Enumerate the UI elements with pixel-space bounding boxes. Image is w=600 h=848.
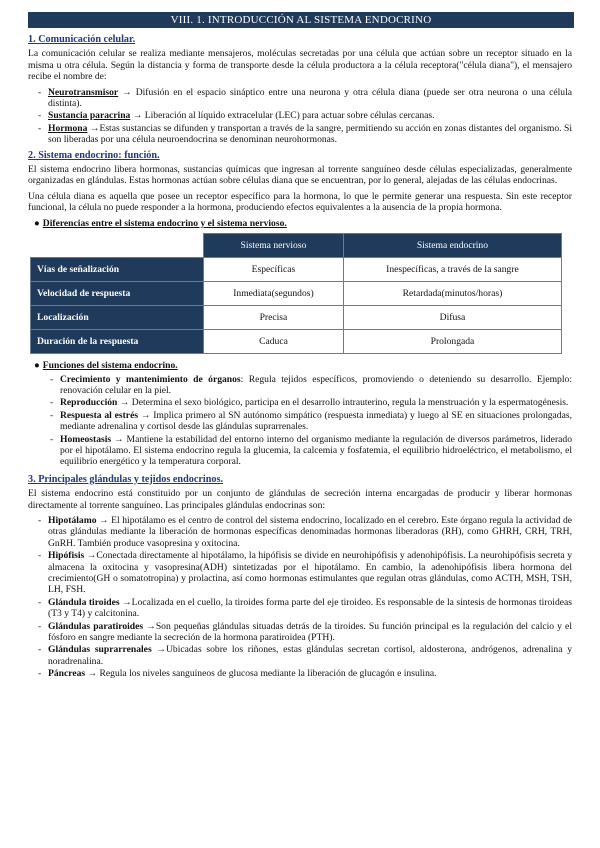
table-header-row bbox=[31, 234, 562, 258]
list-item bbox=[50, 434, 572, 468]
functions-title-text: Funciones del sistema endocrino. bbox=[42, 360, 178, 372]
list-item bbox=[38, 644, 572, 667]
messenger-list bbox=[28, 87, 572, 146]
list-item bbox=[38, 668, 572, 679]
item-text: → Implica primero al SN autónomo simpático (respuesta inmediata) y luego al SE en situaciones prolongadas, mediante adrenalina y cortisol desde las glándulas suprarrenales. bbox=[60, 409, 572, 433]
list-item bbox=[38, 597, 572, 620]
item-text: → Determina el sexo biológico, participa en el desarrollo intrauterino, regula la menstruación y la espermatogénesis. bbox=[117, 397, 569, 409]
table-cell: Inmediata(segundos) bbox=[204, 282, 344, 306]
item-text: → El hipotálamo es el centro de control del sistema endocrino, localizado en el cerebro. Este órgano regula la actividad de otras glándulas mediante la liberación de hormonas específicas denominadas hormonas liberadoras (RH), como GHRH, CRH, TRH, GnRH. También produce vasopresina y oxitocina. bbox=[48, 514, 572, 549]
row-header: Localización bbox=[31, 306, 204, 330]
function-term: Crecimiento y mantenimiento de órganos bbox=[60, 373, 241, 385]
bullet-icon: ● bbox=[34, 360, 40, 372]
gland-term: Glándula tiroides bbox=[48, 596, 120, 608]
differences-title-text: Diferencias entre el sistema endocrino y el sistema nervioso. bbox=[42, 217, 287, 229]
table-row bbox=[31, 330, 562, 354]
gland-term: Páncreas bbox=[48, 668, 86, 680]
row-header: Duración de la respuesta bbox=[31, 330, 204, 354]
table-row bbox=[31, 258, 562, 282]
bullet-icon: ● bbox=[34, 217, 40, 229]
item-text: →Localizada en el cuello, la tiroides forma parte del eje tiroideo. Es responsable de la síntesis de hormonas tiroideas (T3 y T4) y calcitonina. bbox=[48, 596, 572, 620]
table-row bbox=[31, 282, 562, 306]
section-1-heading: 1. Comunicación celular. bbox=[28, 34, 136, 45]
table-cell: Prolongada bbox=[343, 330, 561, 354]
document-body bbox=[28, 34, 572, 684]
term-hormona: Hormona bbox=[48, 122, 88, 134]
gland-term: Hipotálamo bbox=[48, 514, 97, 526]
list-item bbox=[50, 410, 572, 433]
gland-term: Glándulas suprarrenales bbox=[48, 644, 152, 656]
column-header-endocrino: Sistema endocrino bbox=[343, 234, 561, 258]
functions-list bbox=[28, 374, 572, 468]
differences-title bbox=[34, 218, 572, 229]
section-2-paragraph-1: El sistema endocrino libera hormonas, sustancias químicas que ingresan al torrente sanguíneo desde células especializadas, generalmente organizadas en glándulas. Estas hormonas actúan sobre células diana que se encuentran, por lo general, alejadas de las células endocrinas. bbox=[28, 164, 572, 187]
table-cell: Precisa bbox=[204, 306, 344, 330]
list-item bbox=[38, 515, 572, 549]
functions-title bbox=[34, 360, 572, 371]
table-row bbox=[31, 306, 562, 330]
table-cell: Difusa bbox=[343, 306, 561, 330]
list-item bbox=[38, 550, 572, 596]
section-3-heading: 3. Principales glándulas y tejidos endocrinos. bbox=[28, 473, 223, 485]
list-item bbox=[38, 110, 572, 121]
item-text: →Ubicadas sobre los riñones, estas glándulas secretan cortisol, aldosterona, andrógenos, adrenalina y noradrenalina. bbox=[48, 644, 572, 667]
row-header: Vías de señalización bbox=[31, 258, 204, 282]
table-cell: Caduca bbox=[204, 330, 344, 354]
item-text: →Estas sustancias se difunden y transportan a través de la sangre, permitiendo su acción en zonas distantes del organismo. Si son liberadas por una célula neuroendocrina se denominan neurohormonas. bbox=[48, 122, 572, 146]
item-text: → Difusión en el espacio sináptico entre una neurona y otra célula diana (puede ser otra neurona o una célula distinta). bbox=[48, 86, 572, 110]
list-item bbox=[38, 87, 572, 110]
table-cell: Retardada(minutos/horas) bbox=[343, 282, 561, 306]
section-1-intro: La comunicación celular se realiza mediante mensajeros, moléculas secretadas por una célula que actúan sobre un receptor situado en la misma u otra célula. Según la distancia y forma de transporte desde la célula productora a la célula receptora("célula diana"), el mensajero recibe el nombre de: bbox=[28, 48, 572, 83]
table-cell: Específicas bbox=[204, 258, 344, 282]
list-item bbox=[50, 374, 572, 397]
item-text: : Regula tejidos específicos, promoviendo o deteniendo su desarrollo. Ejemplo: renovación celular en la piel. bbox=[60, 373, 572, 396]
section-2-paragraph-2: Una célula diana es aquella que posee un receptor específico para la hormona, lo que le permite generar una respuesta. Sin este receptor funcional, la célula no puede responder a la hormona, produciendo efectos equivalentes a la ausencia de la propia hormona. bbox=[28, 190, 572, 214]
comparison-table bbox=[30, 233, 562, 354]
glands-list bbox=[28, 515, 572, 680]
item-text: →Son pequeñas glándulas situadas detrás de la tiroides. Su función principal es la regulación del calcio y el fósforo en sangre mediante la secreción de la hormona paratiroidea (PTH). bbox=[48, 620, 572, 644]
item-text: → Regula los niveles sanguíneos de glucosa mediante la liberación de glucagón e insulina. bbox=[85, 668, 437, 680]
table-cell: Inespecíficas, a través de la sangre bbox=[343, 258, 561, 282]
term-neurotransmisor: Neurotransmisor bbox=[48, 86, 119, 98]
gland-term: Glándulas paratiroides bbox=[48, 620, 144, 632]
section-3-intro: El sistema endocrino está constituido por un conjunto de glándulas de secreción interna encargadas de producir y liberar hormonas directamente al torrente sanguíneo. Las principales glándulas endocrinas son: bbox=[28, 488, 572, 511]
list-item bbox=[50, 397, 572, 408]
page-title: VIII. 1. INTRODUCCIÓN AL SISTEMA ENDOCRINO bbox=[28, 12, 574, 28]
gland-term: Hipófisis bbox=[48, 550, 85, 562]
section-2-heading: 2. Sistema endocrino: función. bbox=[28, 149, 160, 161]
column-header-nervioso: Sistema nervioso bbox=[204, 234, 344, 258]
function-term: Homeostasis bbox=[60, 433, 112, 445]
row-header: Velocidad de respuesta bbox=[31, 282, 204, 306]
item-text: → Mantiene la estabilidad del entorno interno del organismo mediante la regulación de diversos parámetros, liderado por el hipotálamo. El sistema endocrino regula la glucemia, la calcemia y fosfatemia, el equilibrio hidroeléctrico, el metabolismo, el equilibrio energético y la temperatura corporal. bbox=[60, 433, 572, 468]
item-text: →Conectada directamente al hipotálamo, la hipófisis se divide en neurohipófisis y adenohipófisis. La neurohipófisis secreta y almacena la oxitocina y vasopresina(ADH) sintetizadas por el hipotálamo. En cambio, la adenohipófisis libera hormona del crecimiento(GH o somatotropina) y prolactina, así como hormonas estimulantes que regulan otras glándulas, como ACTH, MSH, TSH, LH, FSH. bbox=[48, 550, 572, 596]
list-item bbox=[38, 123, 572, 146]
function-term: Respuesta al estrés bbox=[60, 409, 139, 421]
list-item bbox=[38, 621, 572, 644]
table-corner bbox=[31, 234, 204, 258]
item-text: → Liberación al líquido extracelular (LEC) para actuar sobre células cercanas. bbox=[130, 110, 435, 122]
function-term: Reproducción bbox=[60, 397, 118, 409]
term-paracrina: Sustancia paracrina bbox=[48, 110, 131, 122]
